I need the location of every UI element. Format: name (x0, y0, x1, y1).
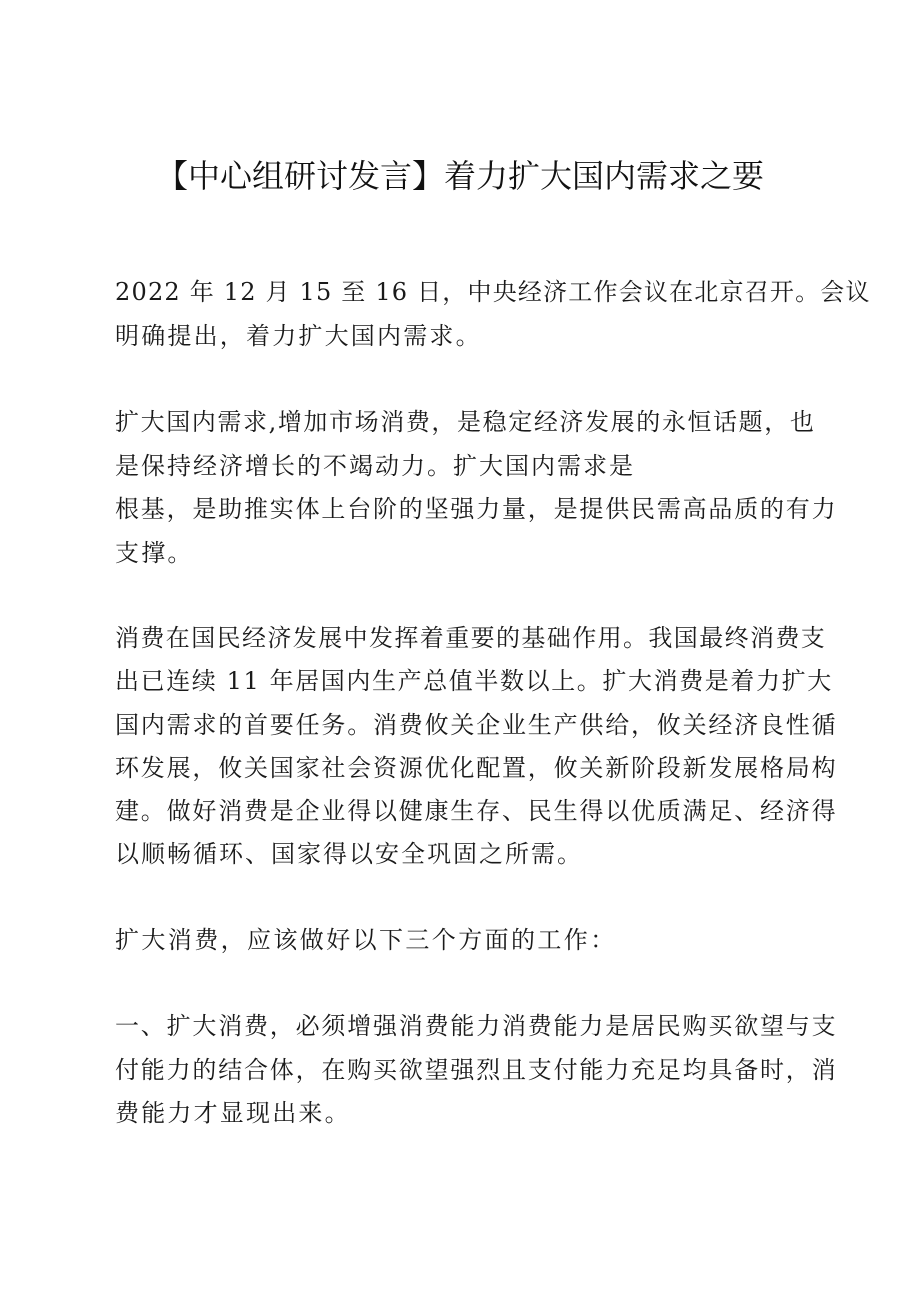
paragraph-1-line-2: 明确提出，着力扩大国内需求。 (115, 322, 482, 350)
paragraph-1-line-1: 2022 年 12 月 15 至 16 日，中央经济工作会议在北京召开。会议 (115, 278, 871, 306)
paragraph-3-line-2: 出已连续 11 年居国内生产总值半数以上。扩大消费是着力扩大 (115, 667, 833, 695)
paragraph-5-line-1: 一、扩大消费，必须增强消费能力消费能力是居民购买欲望与支 (115, 1012, 838, 1040)
document-title: 【中心组研讨发言】着力扩大国内需求之要 (155, 157, 764, 195)
paragraph-5-line-3: 费能力才显现出来。 (115, 1099, 351, 1127)
paragraph-3-line-3: 国内需求的首要任务。消费攸关企业生产供给，攸关经济良性循 (115, 711, 838, 739)
paragraph-3-line-6: 以顺畅循环、国家得以安全巩固之所需。 (115, 840, 583, 868)
paragraph-4-line-1: 扩大消费，应该做好以下三个方面的工作： (115, 926, 617, 954)
paragraph-3-line-1: 消费在国民经济发展中发挥着重要的基础作用。我国最终消费支 (115, 624, 827, 652)
paragraph-3-line-5: 建。做好消费是企业得以健康生存、民生得以优质满足、经济得 (115, 797, 838, 825)
paragraph-5-line-2: 付能力的结合体，在购买欲望强烈且支付能力充足均具备时，消 (115, 1056, 838, 1084)
paragraph-2-line-1: 扩大国内需求,增加市场消费，是稳定经济发展的永恒话题，也 (115, 408, 816, 436)
paragraph-2-line-4: 支撑。 (115, 539, 194, 567)
paragraph-2-line-2: 是保持经济增长的不竭动力。扩大国内需求是 (115, 452, 635, 480)
paragraph-2-line-3: 根基，是助推实体上台阶的坚强力量，是提供民需高品质的有力 (115, 495, 838, 523)
paragraph-3-line-4: 环发展，攸关国家社会资源优化配置，攸关新阶段新发展格局构 (115, 754, 838, 782)
